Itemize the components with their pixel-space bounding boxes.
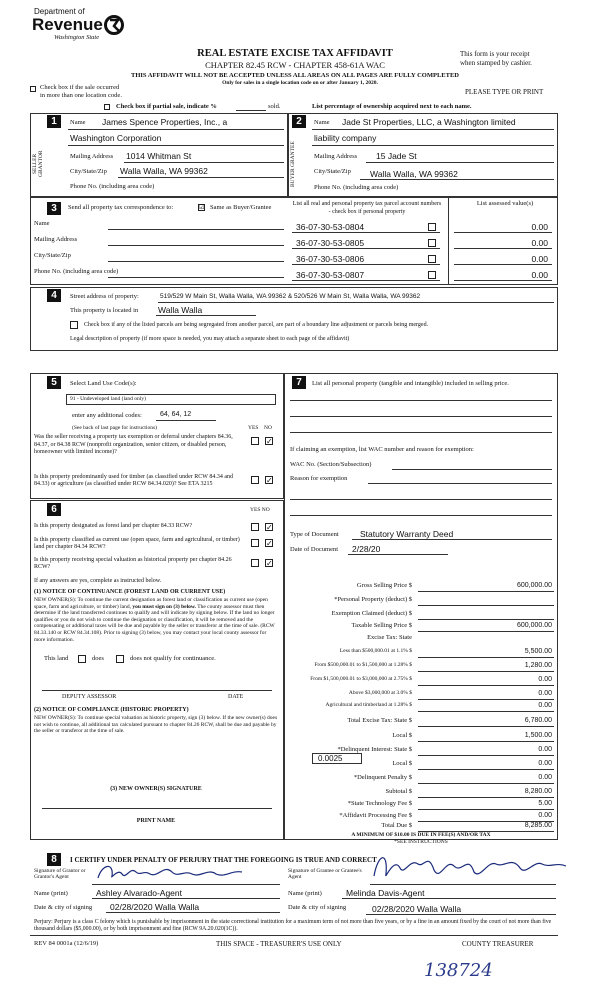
section-5-number: 5	[47, 376, 61, 389]
tax-row-label: *Delinquent Penalty $	[353, 774, 412, 781]
sec6-answers-yes: If any answers are yes, complete as instructed below.	[34, 578, 162, 584]
tax-row-label: Exemption Claimed (deduct) $	[331, 610, 412, 617]
located-label: This property is located in	[70, 307, 139, 314]
partial-pct-field[interactable]	[236, 110, 266, 111]
assessed-value[interactable]: 0.00	[531, 254, 548, 264]
same-as-buyer-checkbox[interactable]: ☑	[199, 204, 205, 211]
minimum-due: A MINIMUM OF $10.00 IS DUE IN FEE(S) AND/OR TAX	[351, 832, 491, 838]
multi-location-label: Check box if the sale occurred in more than one location code.	[40, 84, 122, 99]
parcel-number[interactable]: 36-07-30-53-0807	[296, 270, 365, 280]
sec5-q2-yes[interactable]	[251, 476, 259, 484]
section-3-number: 3	[47, 202, 61, 215]
correspondence-label: Send all property tax correspondence to:	[68, 204, 174, 211]
tax-row-label: Above $3,000,000 at 3.0% $	[348, 690, 412, 696]
buyer-csz[interactable]: Walla Walla, WA 99362	[370, 169, 458, 179]
section-8-number: 8	[47, 853, 61, 866]
assessed-value[interactable]: 0.00	[531, 270, 548, 280]
sec5-q1: Was the seller receiving a property tax exemption or deferral under chapters 84.36, 84.37, or 84.38 RCW (nonprofit organization, senior citizen, or disabled person, homeowner with limited income)?	[34, 434, 233, 455]
exemption-label: If claiming an exemption, list WAC number and reason for exemption:	[290, 446, 474, 453]
tax-row-label: Total Due $	[381, 822, 412, 829]
tax-row-value[interactable]: 8,285.00	[524, 822, 552, 829]
partial-sale-checkbox[interactable]	[104, 104, 110, 110]
corr-csz-label: City/State/Zip	[34, 252, 71, 259]
tax-row-label: Local $	[392, 760, 412, 767]
sec6-yes-no: YES NO	[250, 507, 270, 513]
assessed-value[interactable]: 0.00	[531, 222, 548, 232]
form-subtitle: CHAPTER 82.45 RCW - CHAPTER 458-61A WAC	[205, 60, 385, 70]
seller-csz-label: City/State/Zip	[70, 168, 107, 175]
grantor-date[interactable]: 02/28/2020 Walla Walla	[110, 902, 200, 912]
does-not-checkbox[interactable]	[116, 655, 124, 663]
street-address[interactable]: 519/529 W Main St, Walla Walla, WA 99362 & 520/526 W Main St, Walla Walla, WA 99362	[160, 293, 421, 300]
seller-mail[interactable]: 1014 Whitman St	[126, 151, 192, 161]
sec5-no: NO	[264, 425, 272, 431]
sec5-q2: Is this property predominantly used for timber (as classified under RCW 84.34 and 84.33) or agriculture (as classified under RCW 84.34.020)? See ETA 3215	[34, 474, 234, 487]
buyer-name-1[interactable]: Jade St Properties, LLC, a Washington limited	[342, 117, 516, 127]
form-warning: THIS AFFIDAVIT WILL NOT BE ACCEPTED UNLESS ALL AREAS ON ALL PAGES ARE FULLY COMPLETED	[131, 72, 459, 79]
multi-location-checkbox[interactable]	[30, 86, 36, 92]
form-title: REAL ESTATE EXCISE TAX AFFIDAVIT	[197, 48, 393, 59]
tax-row-label: *Affidavit Processing Fee $	[339, 812, 412, 819]
tax-row-label: Gross Selling Price $	[356, 582, 412, 589]
notice2-title: (2) NOTICE OF COMPLIANCE (HISTORIC PROPERTY)	[34, 707, 189, 713]
tax-row-label: *State Technology Fee $	[347, 800, 412, 807]
buyer-mail[interactable]: 15 Jade St	[376, 151, 417, 161]
sec5-yes: YES	[248, 425, 259, 431]
wac-field[interactable]	[392, 469, 552, 470]
buyer-mail-label: Mailing Address	[314, 153, 358, 160]
print-name-label: PRINT NAME	[136, 818, 176, 824]
land-use-label: Select Land Use Code(s):	[70, 380, 137, 387]
street-label: Street address of property:	[70, 293, 139, 300]
list-pct-label: List percentage of ownership acquired next to each name.	[312, 103, 472, 110]
notice2-body: NEW OWNER(S): To continue special valuation as historic property, sign (3) below. If the new owner(s) does not wish to continue, all additional tax calculated pursuant to chapter 84.26 RCW, shall be due and payable by the seller or transferor at the time of sale.	[34, 715, 278, 735]
grantee-name[interactable]: Melinda Davis-Agent	[346, 888, 425, 898]
seller-side-label: SELLER GRANTOR	[32, 150, 44, 178]
grantee-signature[interactable]	[370, 846, 570, 886]
tax-row-label: Local $	[392, 732, 412, 739]
tax-row-value[interactable]: 0.00	[538, 774, 552, 781]
seller-phone-label: Phone No. (including area code)	[70, 183, 155, 190]
does-checkbox[interactable]	[78, 655, 86, 663]
notice1-body: NEW OWNER(S): To continue the current designation as forest land or classification as current use (open space, farm and agriculture, or timber) land, you must sign on (3) below. The county assessor must then determine if the land transferred continues to qualify and will indicate by signing below. If the land no longer qualifies or you do not wish to continue the designation or classification, it will be removed and the compensating or additional taxes will be due and payable by the seller or transferor at the time of sale. (RCW 84.33.140 or RCW 84.34.108). Prior to signing (3) below, you may contact your local county assessor for more information.	[34, 597, 275, 643]
personal-property-checkbox[interactable]	[428, 255, 436, 263]
sec5-q1-yes[interactable]	[251, 437, 259, 445]
dor-logo-icon	[104, 14, 124, 36]
personal-property-label: List all personal property (tangible and intangible) included in selling price.	[312, 380, 509, 387]
segregate-label: Check box if any of the listed parcels are being segregated from another parcel, are part of a boundary line adjustment or parcels being merged.	[84, 322, 429, 328]
dept-state: Washington State	[54, 34, 100, 41]
buyer-side-label: BUYER GRANTEE	[290, 141, 296, 187]
sig3-label: (3) NEW OWNER(S) SIGNATURE	[110, 786, 202, 792]
sig-grantee-label: Signature of Grantee or Grantee's Agent	[288, 868, 362, 880]
sec6-q1-yes[interactable]	[251, 523, 259, 531]
reason-label: Reason for exemption	[290, 475, 348, 482]
personal-property-checkbox[interactable]	[428, 239, 436, 247]
grantor-date-label: Date & city of signing	[34, 904, 93, 911]
does-not-label: does not qualify for continuance.	[130, 655, 216, 662]
handwritten-number: 138724	[424, 960, 493, 981]
tax-row-label: From $1,500,000.01 to $3,000,000 at 2.75% $	[310, 676, 412, 682]
doc-date-label: Date of Document	[290, 546, 339, 553]
section-7-number: 7	[292, 376, 306, 389]
does-label: does	[92, 655, 104, 662]
segregate-checkbox[interactable]	[70, 321, 78, 329]
grantee-date[interactable]: 02/28/2020 Walla Walla	[372, 904, 462, 914]
legal-label: Legal description of property (if more space is needed, you may attach a separate sheet to each page of the affidavit)	[70, 336, 350, 342]
corr-mail-label: Mailing Address	[34, 236, 78, 243]
grantor-name[interactable]: Ashley Alvarado-Agent	[96, 888, 182, 898]
section-6-number: 6	[47, 503, 61, 516]
partial-sale-label: Check box if partial sale, indicate %	[116, 103, 217, 110]
seller-csz[interactable]: Walla Walla, WA 99362	[120, 166, 208, 176]
deputy-date-label: DATE	[228, 694, 244, 700]
parcel-number[interactable]: 36-07-30-53-0805	[296, 238, 365, 248]
located-value[interactable]: Walla Walla	[158, 305, 203, 315]
buyer-phone-label: Phone No. (including area code)	[314, 184, 399, 191]
seller-name-label: Name	[70, 119, 86, 126]
tax-row-value[interactable]: 0.00	[538, 676, 552, 683]
tax-row-label: Subtotal $	[385, 788, 412, 795]
additional-codes-label: enter any additional codes:	[72, 412, 142, 419]
wac-label: WAC No. (Section/Subsection)	[290, 461, 372, 468]
sec5-q2-no[interactable]: ✓	[266, 476, 273, 485]
sec6-q2: Is this property classified as current use (open space, farm and agricultural, or timber) land per chapter 84.34 RCW?	[34, 537, 240, 550]
reason-field[interactable]	[368, 483, 552, 484]
sec6-q2-yes[interactable]	[251, 539, 259, 547]
deputy-label: DEPUTY ASSESSOR	[62, 694, 117, 700]
seller-mail-label: Mailing Address	[70, 153, 114, 160]
grantor-signature[interactable]	[92, 860, 268, 884]
seller-name-1[interactable]: James Spence Properties, Inc., a	[102, 117, 228, 127]
dept-line1: Department of	[34, 7, 85, 16]
tax-row-value[interactable]: 0.00	[538, 760, 552, 767]
tax-row-value[interactable]: 600,000.00	[516, 582, 552, 589]
parcel-header: List all real and personal property tax parcel account numbers - check box if personal property	[292, 201, 442, 215]
this-land-label: This land	[44, 655, 69, 662]
tax-row-label: Taxable Selling Price $	[351, 622, 412, 629]
tax-row-value[interactable]: 0.00	[538, 690, 552, 697]
form-note: Only for sales in a single location code on or after January 1, 2020.	[222, 80, 378, 86]
county-treasurer: COUNTY TREASURER	[462, 940, 534, 948]
notice1-title: (1) NOTICE OF CONTINUANCE (FOREST LAND OR CURRENT USE)	[34, 589, 226, 595]
doc-date[interactable]: 2/28/20	[352, 544, 381, 554]
sec6-q3-no[interactable]: ✓	[266, 559, 273, 568]
grantor-name-label: Name (print)	[34, 890, 68, 897]
tax-row-label: Excise Tax: State	[367, 634, 412, 641]
grantee-date-label: Date & city of signing	[288, 904, 347, 911]
sec6-q2-no[interactable]: ✓	[266, 539, 273, 548]
receipt-note: This form is your receipt when stamped by cashier.	[460, 50, 532, 67]
sec6-q3: Is this property receiving special valuation as historical property per chapter 84.26 RCW?	[34, 557, 232, 570]
local-rate: 0.0025	[318, 754, 343, 763]
tax-row-value[interactable]: 5.00	[538, 800, 552, 807]
see-instructions: *SEE INSTRUCTIONS	[394, 839, 448, 845]
sec6-q1: Is this property designated as forest land per chapter 84.33 RCW?	[34, 523, 193, 529]
tax-row-value[interactable]: 600,000.00	[516, 622, 552, 629]
corr-phone-label: Phone No. (including area code)	[34, 268, 119, 275]
section-4-number: 4	[47, 289, 61, 302]
tax-row-value[interactable]: 8,280.00	[524, 788, 552, 795]
tax-row-label: Agricultural and timberland at 1.28% $	[325, 702, 412, 708]
additional-codes[interactable]: 64, 64, 12	[160, 411, 192, 418]
section-2-number: 2	[292, 115, 306, 128]
type-print: PLEASE TYPE OR PRINT	[465, 88, 544, 96]
seller-name-2[interactable]: Washington Corporation	[70, 133, 162, 143]
corr-name-label: Name	[34, 220, 50, 227]
sec6-q3-yes[interactable]	[251, 559, 259, 567]
tax-row-label: *Delinquent Interest: State $	[337, 746, 412, 753]
doc-type[interactable]: Statutory Warranty Deed	[360, 529, 454, 539]
sec5-q1-no[interactable]: ✓	[266, 437, 273, 446]
see-back: (See back of last page for instructions)	[72, 425, 157, 431]
doc-type-label: Type of Document	[290, 531, 339, 538]
perjury-text: Perjury: Perjury is a class C felony which is punishable by imprisonment in the state correctional institution for a maximum term of not more than five years, or by a fine in an amount fixed by the court of not more than five thousand dollars ($5,000.00), or by both imprisonment and fine (RCW 9A.20.020(1C)).	[34, 919, 552, 932]
tax-row-value[interactable]: 0.00	[538, 746, 552, 753]
land-use-code: 91 - Undeveloped land (land only)	[70, 396, 146, 402]
grantee-name-label: Name (print)	[288, 890, 322, 897]
tax-row-value[interactable]: 1,280.00	[524, 662, 552, 669]
sold-label: sold.	[268, 103, 281, 110]
buyer-name-2[interactable]: liability company	[314, 133, 377, 143]
parcel-number[interactable]: 36-07-30-53-0804	[296, 222, 365, 232]
same-as-buyer-label: Same as Buyer/Grantee	[210, 204, 272, 211]
tax-row-value[interactable]: 5,500.00	[524, 648, 552, 655]
buyer-name-label: Name	[314, 119, 330, 126]
tax-row-label: Less than $500,000.01 at 1.1% $	[339, 648, 412, 654]
tax-row-label: *Personal Property (deduct) $	[334, 596, 412, 603]
personal-property-checkbox[interactable]	[428, 223, 436, 231]
form-rev: REV 84 0001a (12/6/19)	[34, 940, 99, 947]
tax-row-label: Total Excise Tax: State $	[347, 717, 412, 724]
tax-row-value[interactable]: 0.00	[538, 702, 552, 709]
personal-property-checkbox[interactable]	[428, 271, 436, 279]
assessed-value[interactable]: 0.00	[531, 238, 548, 248]
certify-text: I CERTIFY UNDER PENALTY OF PERJURY THAT THE FOREGOING IS TRUE AND CORRECT	[70, 856, 377, 864]
section-1-number: 1	[47, 115, 61, 128]
sec6-q1-no[interactable]: ✓	[266, 523, 273, 532]
parcel-number[interactable]: 36-07-30-53-0806	[296, 254, 365, 264]
tax-row-value[interactable]: 0.00	[538, 812, 552, 819]
dept-logo-text: Revenue	[32, 15, 103, 34]
sig-grantor-label: Signature of Grantor or Grantor's Agent	[34, 868, 86, 880]
treasurer-space: THIS SPACE - TREASURER'S USE ONLY	[216, 940, 342, 948]
tax-row-value[interactable]: 6,780.00	[524, 717, 552, 724]
tax-row-value[interactable]: 1,500.00	[524, 732, 552, 739]
assessed-header: List assessed value(s)	[476, 200, 534, 207]
buyer-csz-label: City/State/Zip	[314, 168, 351, 175]
tax-row-label: From $500,000.01 to $1,500,000 at 1.28% $	[314, 662, 412, 668]
